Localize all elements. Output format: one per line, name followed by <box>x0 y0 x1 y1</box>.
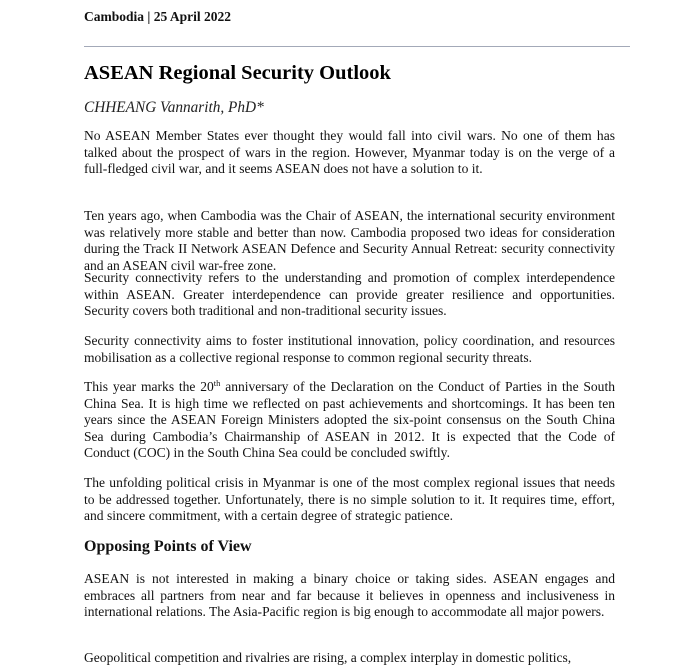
paragraph-text-after: anniversary of the Declaration on the Conduct of Parties in the South China Sea. It is high time we reflected on past achievements and shortcomings. It has been ten years since the ASEAN Foreign Ministers adopted the six-point consensus on the South China Sea during Cambodia’s Chairmanship of ASEAN in 2012. It is expected that the Code of Conduct (COC) in the South China Sea could be concluded swiftly. <box>84 379 615 461</box>
paragraph: Geopolitical competition and rivalries are rising, a complex interplay in domestic politics, <box>84 650 572 665</box>
paragraph: No ASEAN Member States ever thought they would fall into civil wars. No one of them has talked about the prospect of wars in the region. However, Myanmar today is on the verge of a full-fledged civil war, and it seems ASEAN does not have a solution to it. <box>84 128 615 177</box>
dateline: Cambodia | 25 April 2022 <box>84 9 231 24</box>
article-title: ASEAN Regional Security Outlook <box>84 62 391 84</box>
paragraph: Security connectivity refers to the understanding and promotion of complex interdependence within ASEAN. Greater interdependence can provide greater resilience and opportunities. Security covers both traditional and non-traditional security issues. <box>84 270 615 319</box>
paragraph: The unfolding political crisis in Myanmar is one of the most complex regional issues that needs to be addressed together. Unfortunately, there is no simple solution to it. It requires time, effort, and sincere commitment, with a certain degree of strategic patience. <box>84 475 615 524</box>
paragraph-text-before: This year marks the 20 <box>84 379 214 394</box>
paragraph: ASEAN is not interested in making a binary choice or taking sides. ASEAN engages and embraces all partners from near and far because it believes in openness and inclusiveness in international relations. The Asia-Pacific region is big enough to accommodate all major powers. <box>84 571 615 620</box>
section-heading: Opposing Points of View <box>84 538 252 555</box>
ordinal-superscript: th <box>213 378 221 388</box>
article-author: CHHEANG Vannarith, PhD* <box>84 99 264 116</box>
paragraph: Security connectivity aims to foster institutional innovation, policy coordination, and resources mobilisation as a collective regional response to common regional security threats. <box>84 333 615 365</box>
header-divider <box>84 46 630 47</box>
paragraph-doc-anniversary <box>84 379 615 462</box>
paragraph: Ten years ago, when Cambodia was the Chair of ASEAN, the international security environment was relatively more stable and better than now. Cambodia proposed two ideas for consideration during the Track II Network ASEAN Defence and Security Annual Retreat: security connectivity and an ASEAN civil war-free zone. <box>84 208 615 273</box>
